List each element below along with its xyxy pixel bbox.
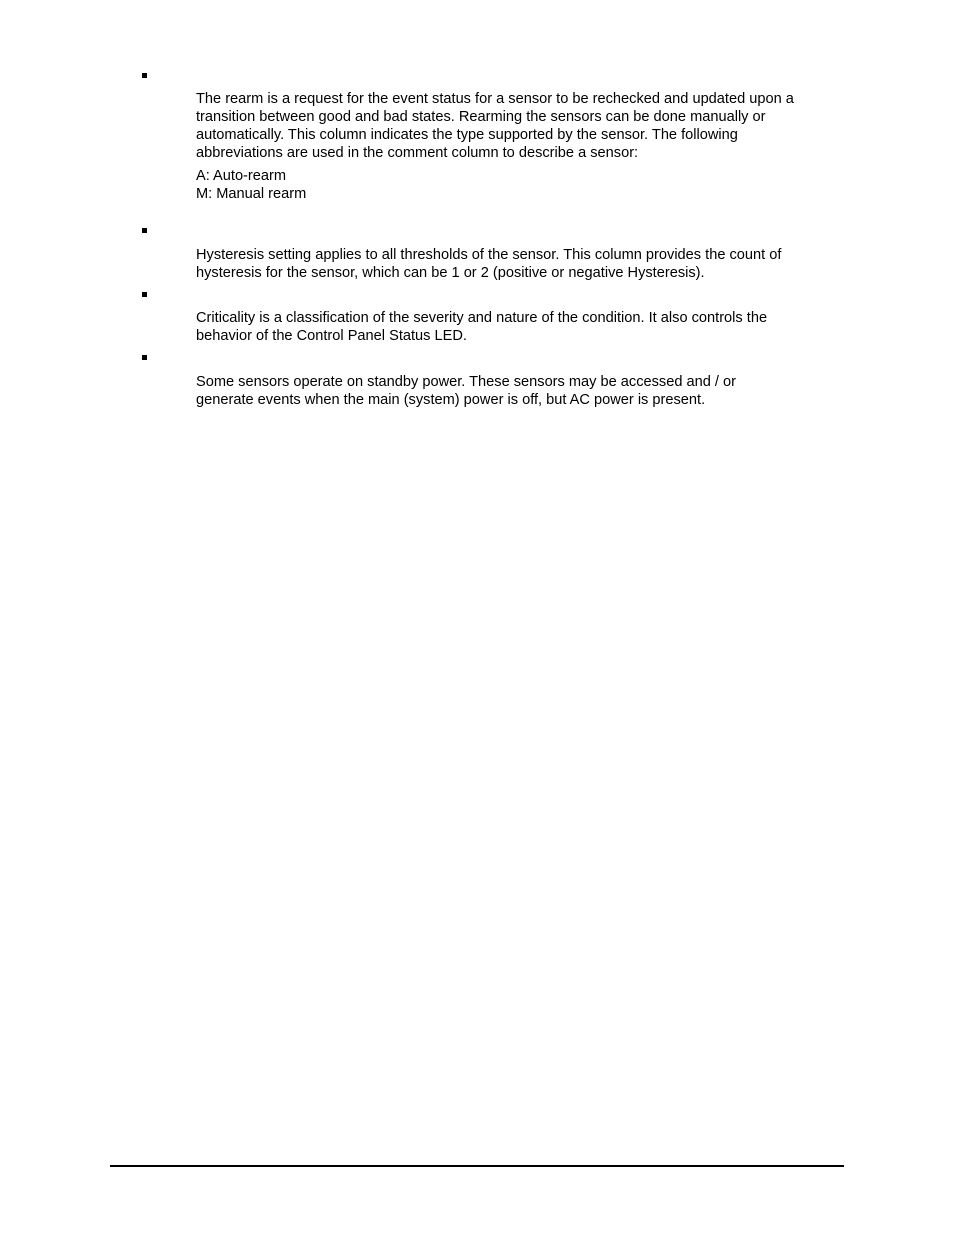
paragraph-line: transition between good and bad states. Rearming the sensors can be done manually or [196, 109, 766, 125]
abbreviation-manual-rearm: M: Manual rearm [196, 186, 307, 202]
paragraph-line: abbreviations are used in the comment column to describe a sensor: [196, 145, 639, 161]
paragraph-line: Hysteresis setting applies to all thresholds of the sensor. This column provides the count of [196, 247, 782, 263]
abbreviation-auto-rearm: A: Auto-rearm [196, 168, 287, 184]
paragraph-line: behavior of the Control Panel Status LED. [196, 328, 467, 344]
footer-divider [110, 1165, 844, 1167]
rearm-paragraph [196, 90, 846, 162]
paragraph-line: generate events when the main (system) power is off, but AC power is present. [196, 392, 706, 408]
rearm-abbreviations [196, 167, 846, 203]
paragraph-line: hysteresis for the sensor, which can be 1 or 2 (positive or negative Hysteresis). [196, 265, 705, 281]
paragraph-line: automatically. This column indicates the type supported by the sensor. The following [196, 127, 738, 143]
standby-paragraph [196, 373, 846, 409]
paragraph-line: The rearm is a request for the event status for a sensor to be rechecked and updated upon a [196, 91, 794, 107]
bullet-marker-rearm [142, 73, 147, 78]
paragraph-line: Some sensors operate on standby power. These sensors may be accessed and / or [196, 374, 737, 390]
bullet-marker-criticality [142, 292, 147, 297]
criticality-paragraph [196, 309, 846, 345]
bullet-marker-hysteresis [142, 228, 147, 233]
bullet-marker-standby [142, 355, 147, 360]
paragraph-line: Criticality is a classification of the severity and nature of the condition. It also controls the [196, 310, 768, 326]
hysteresis-paragraph [196, 246, 846, 282]
